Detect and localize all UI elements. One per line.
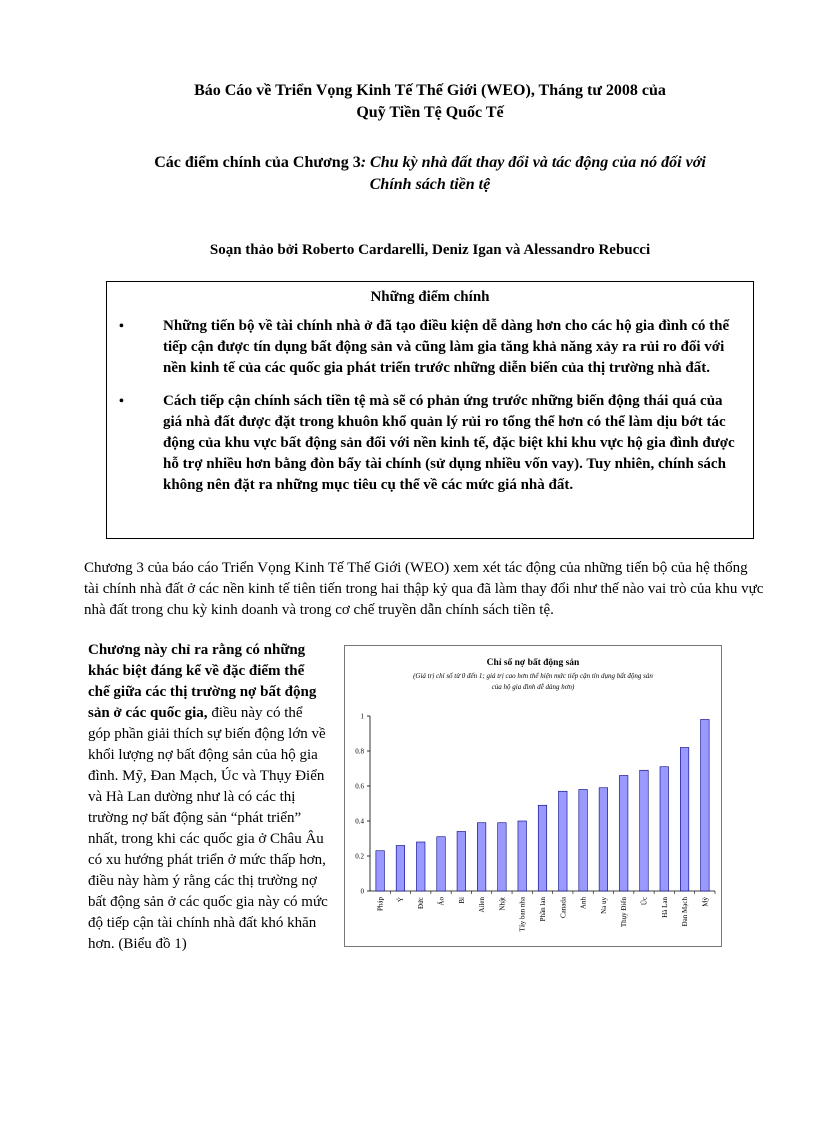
mortgage-index-chart	[344, 645, 722, 947]
x-tick-label: Anh	[579, 897, 588, 910]
left-column-bold-text: Chương này chỉ ra rằng có những khác biệt đáng kể về đặc điểm thể chế giữa các thị trường nợ bất động sản ở các quốc gia,	[88, 642, 317, 721]
bar-16	[701, 720, 710, 892]
bar-4	[457, 832, 466, 892]
x-tick-label: Thụy Điển	[620, 897, 629, 928]
bar-0	[376, 851, 385, 891]
chart-canvas	[345, 646, 721, 946]
x-tick-label: Mỹ	[701, 897, 710, 907]
chapter-prefix: Các điểm chính của Chương 3	[154, 154, 361, 171]
y-tick-label: 1	[360, 712, 364, 721]
x-tick-label: Ailen	[478, 897, 487, 913]
x-tick-label: Nhật	[498, 897, 507, 911]
intro-paragraph: Chương 3 của báo cáo Triển Vọng Kinh Tế Thế Giới (WEO) xem xét tác động của những tiến bộ của hệ thống tài chính nhà đất ở các nền kinh tế tiên tiến trong hai thập kỷ qua đã làm thay đổi như thế nào vai trò của khu vực nhà đất trong chu kỳ kinh doanh và trong cơ chế truyền dẫn chính sách tiền tệ.	[84, 560, 764, 618]
x-tick-label: Na uy	[599, 897, 608, 914]
bar-11	[599, 788, 608, 891]
key-points-box	[106, 281, 754, 539]
x-tick-label: Đan Mạch	[681, 897, 690, 927]
chapter-heading	[80, 152, 780, 196]
chapter-title-part2: Chính sách tiền tệ	[369, 176, 491, 193]
chapter-title-part1: : Chu kỳ nhà đất thay đổi và tác động của nó đối với	[360, 154, 706, 171]
x-tick-label: Canada	[559, 897, 568, 918]
key-point-text: Cách tiếp cận chính sách tiền tệ mà sẽ có phản ứng trước những biến động thái quá của giá nhà đất được đặt trong khuôn khổ quản lý rủi ro tổng thể hơn có thể làm dịu bớt tác động của khu vực bất động sản đối với nền kinh tế, đặc biệt khi khu vực hộ gia đình được hỗ trợ nhiều hơn bằng đòn bẩy tài chính (sử dụng nhiều vốn vay). Tuy nhiên, chính sách không nên đặt ra những mục tiêu cụ thể về các mức giá nhà đất.	[163, 393, 735, 493]
bar-9	[559, 791, 568, 891]
key-point-item	[107, 391, 753, 496]
bullet-icon: •	[119, 319, 124, 334]
chart-plot-area	[355, 713, 715, 932]
authors-line: Soạn thảo bởi Roberto Cardarelli, Deniz Igan và Alessandro Rebucci	[209, 242, 651, 258]
bar-2	[416, 842, 425, 891]
key-point-item	[107, 316, 753, 379]
y-tick-label: 0.2	[355, 852, 364, 861]
x-tick-label: Bỉ	[457, 897, 466, 904]
y-tick-label: 0.4	[355, 817, 364, 826]
key-points-title: Những điểm chính	[370, 289, 490, 305]
x-tick-label: Đức	[417, 897, 426, 909]
chapter-heading-line1	[80, 152, 780, 174]
bar-14	[660, 767, 669, 891]
y-tick-label: 0	[360, 887, 364, 896]
bar-5	[477, 823, 486, 891]
x-tick-label: Ý	[396, 897, 405, 903]
report-title-line2: Quỹ Tiền Tệ Quốc Tế	[356, 104, 504, 121]
chart-title: Chỉ số nợ bất động sản	[486, 658, 580, 668]
bar-3	[437, 837, 446, 891]
chart-subtitle-line2: của hộ gia đình dễ dàng hơn)	[491, 683, 575, 691]
left-column-paragraph	[88, 640, 328, 955]
bar-7	[518, 821, 527, 891]
bar-1	[396, 846, 405, 892]
bar-8	[538, 805, 547, 891]
bar-15	[680, 748, 689, 892]
bar-12	[619, 776, 628, 892]
x-tick-label: Hà Lan	[660, 897, 669, 918]
bar-10	[579, 790, 588, 892]
chart-subtitle-line1: (Giá trị chỉ số từ 0 đến 1; giá trị cao hơn thể hiện mức tiếp cận tín dụng bất động sản	[413, 672, 653, 680]
report-title-line1: Báo Cáo về Triển Vọng Kinh Tế Thế Giới (WEO), Tháng tư 2008 của	[194, 82, 666, 99]
bar-13	[640, 770, 649, 891]
bullet-icon: •	[119, 394, 124, 409]
x-tick-label: Úc	[640, 897, 649, 906]
report-title	[80, 80, 780, 124]
y-tick-label: 0.6	[355, 782, 364, 791]
key-point-text: Những tiến bộ về tài chính nhà ở đã tạo điều kiện dễ dàng hơn cho các hộ gia đình có thể tiếp cận được tín dụng bất động sản và cũng làm gia tăng khả năng xảy ra rủi ro đối với nền kinh tế của các quốc gia phát triển trước những diễn biến của thị trường nhà đất.	[163, 318, 730, 376]
x-tick-label: Áo	[437, 897, 446, 906]
bar-6	[498, 823, 507, 891]
x-tick-label: Pháp	[376, 897, 385, 911]
left-column-text: điều này có thể góp phần giải thích sự biến động lớn về khối lượng nợ bất động sản của hộ gia đình. Mỹ, Đan Mạch, Úc và Thụy Điển và Hà Lan dường như là có các thị trường nợ bất động sản “phát triển” nhất, trong khi các quốc gia ở Châu Âu có xu hướng phát triển ở mức thấp hơn, điều này hàm ý rằng các thị trường nợ bất động sản ở các quốc gia này có mức độ tiếp cận tài chính nhà đất khó khăn hơn. (Biểu đồ 1)	[88, 705, 328, 952]
x-tick-label: Tây ban nha	[518, 897, 527, 932]
x-tick-label: Phần lan	[539, 897, 547, 922]
y-tick-label: 0.8	[355, 747, 364, 756]
